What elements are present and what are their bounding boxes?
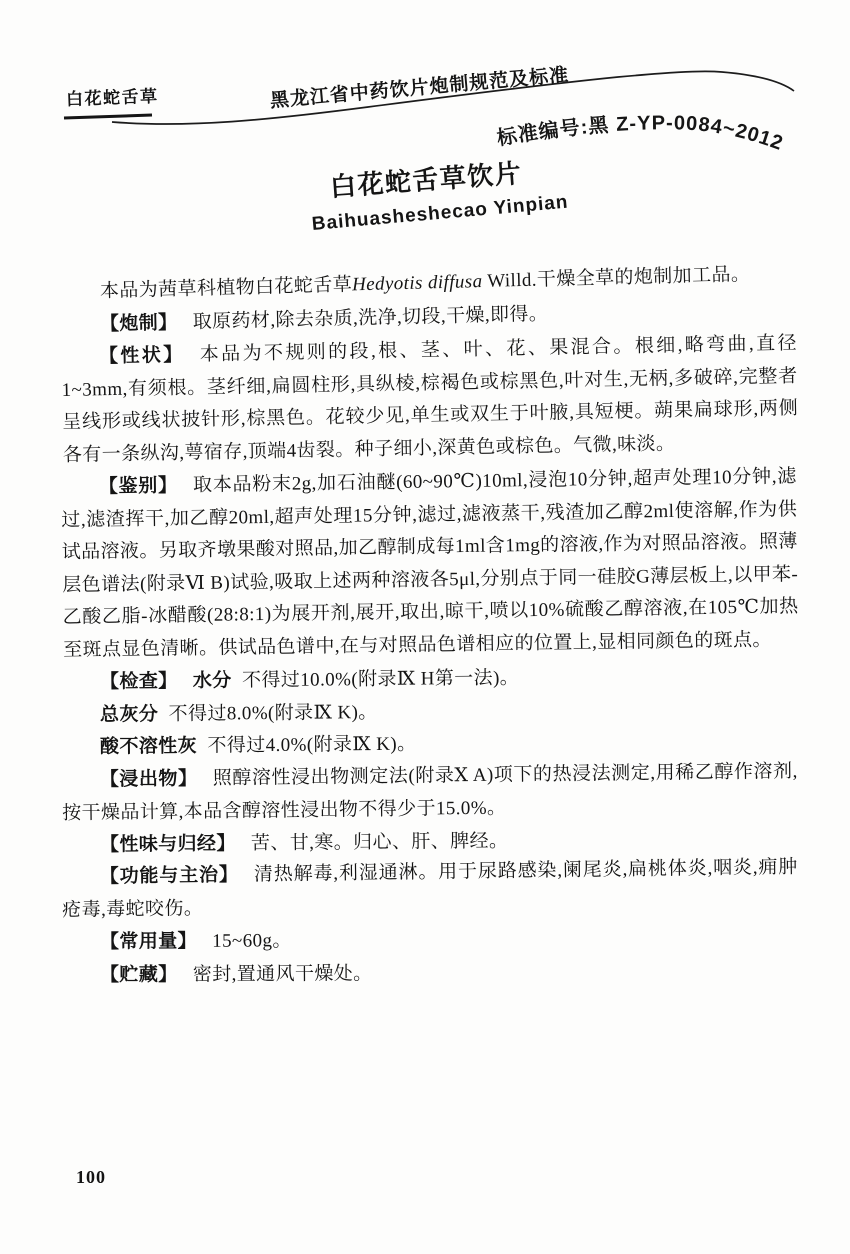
section-text: 密封,置通风干燥处。 (192, 962, 373, 985)
intro-suffix: Willd.干燥全草的炮制加工品。 (482, 263, 751, 292)
section-text: 清热解毒,利湿通淋。用于尿路感染,阑尾炎,扁桃体炎,咽炎,痈肿疮毒,毒蛇咬伤。 (62, 856, 798, 921)
section-text: 取原药材,除去杂质,洗净,切段,干燥,即得。 (192, 303, 549, 333)
monograph-body (61, 263, 799, 992)
section-text: 不得过4.0%(附录Ⅸ K)。 (207, 733, 417, 757)
section-label: 【性状】 (98, 344, 185, 368)
check-item-label: 水分 (192, 670, 232, 692)
section-jianbie (61, 461, 800, 667)
section-label: 【浸出物】 (99, 767, 198, 791)
page-title: 白花蛇舌草饮片 (329, 157, 524, 202)
section-label: 【检查】 (99, 670, 178, 693)
section-text: 苦、甘,寒。归心、肝、脾经。 (250, 830, 509, 854)
section-xingzhuang (61, 328, 799, 472)
section-text: 取本品粉末2g,加石油醚(60~90℃)10ml,浸泡10分钟,超声处理10分钟,滤过,滤渣挥干,加乙醇20ml,超声处理15分钟,滤过,滤液蒸干,残渣加乙醇2ml使溶解,作为供试品溶液。另取齐墩果酸对照品,加乙醇制成每1ml含1mg的溶液,作为对照品溶液。照薄层色谱法(附录Ⅵ B)试验,吸取上述两种溶液各5μl,分别点于同一硅胶G薄层板上,以甲苯-乙酸乙脂-冰醋酸(28:8:1)为展开剂,展开,取出,晾干,喷以10%硫酸乙醇溶液,在105℃加热至斑点显色清晰。供试品色谱中,在与对照品色谱相应的位置上,显相同颜色的斑点。 (61, 466, 799, 661)
section-gongneng-zhuzhi (62, 852, 799, 927)
check-item-label: 酸不溶性灰 (99, 735, 198, 758)
drug-name-underline (64, 115, 152, 118)
section-text: 不得过10.0%(附录Ⅸ H第一法)。 (241, 667, 520, 692)
section-changyongliang (62, 921, 798, 959)
section-label: 【鉴别】 (98, 475, 178, 498)
intro-prefix: 本品为茜草科植物白花蛇舌草 (99, 274, 353, 303)
section-zhucang (62, 956, 798, 992)
section-label: 【炮制】 (99, 311, 178, 335)
page-number: 100 (76, 1167, 106, 1187)
section-text: 不得过8.0%(附录Ⅸ K)。 (168, 701, 378, 725)
section-label: 【贮藏】 (99, 963, 178, 986)
section-text: 15~60g。 (212, 930, 292, 952)
section-text: 照醇溶性浸出物测定法(附录Ⅹ A)项下的热浸法测定,用稀乙醇作溶剂,按干燥品计算,本品含醇溶性浸出物不得少于15.0%。 (62, 760, 798, 823)
section-label: 【常用量】 (99, 930, 198, 953)
section-jinchuwu (62, 756, 799, 830)
running-head-book-title: 黑龙江省中药饮片炮制规范及标准 (269, 64, 570, 112)
check-item-label: 总灰分 (99, 703, 159, 726)
section-label: 【性味与归经】 (99, 832, 236, 856)
standard-number: 标准编号:黑 Z-YP-0084~2012 (495, 112, 787, 156)
latin-binomial: Hedyotis diffusa (351, 270, 483, 296)
page-title-pinyin: Baihuasheshecao Yinpian (311, 191, 570, 235)
section-label: 【功能与主治】 (99, 864, 239, 888)
running-head-drug-name: 白花蛇舌草 (65, 86, 159, 109)
section-text: 本品为不规则的段,根、茎、叶、花、果混合。根细,略弯曲,直径1~3mm,有须根。茎纤细,扁圆柱形,具纵棱,棕褐色或棕黑色,叶对生,无柄,多破碎,完整者呈线形或线状披针形,棕黑色。花较少见,单生或双生于叶腋,具短梗。蒴果扁球形,两侧各有一条纵沟,萼宿存,顶端4齿裂。种子细小,深黄色或棕色。气微,味淡。 (61, 332, 799, 466)
